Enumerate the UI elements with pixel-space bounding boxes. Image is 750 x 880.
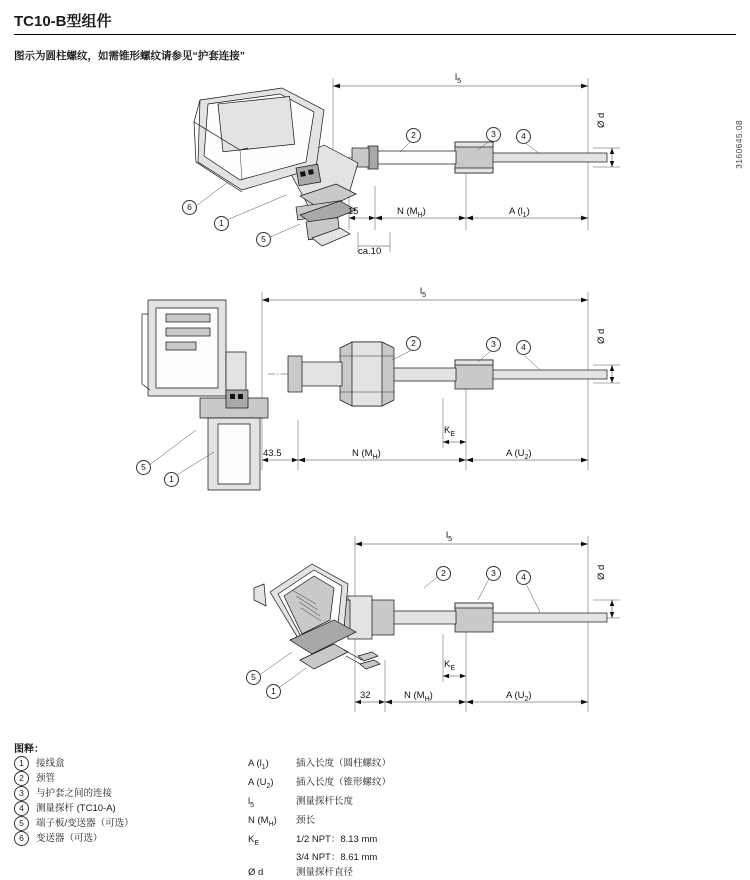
dim-l5-top: $l_5$ [455, 72, 462, 85]
callout-5: 5 [246, 670, 261, 685]
legend-symbol-text: 测量探杆长度 [296, 795, 354, 807]
callout-5: 5 [256, 232, 271, 247]
legend-number: 5 [14, 816, 29, 831]
legend-symbol-text: 插入长度（圆柱螺纹） [296, 758, 392, 769]
callout-3: 3 [486, 127, 501, 142]
callout-3: 3 [486, 566, 501, 581]
legend-number: 2 [14, 771, 29, 786]
legend-text: 变送器（可选） [36, 833, 103, 844]
legend-text: 与护套之间的连接 [36, 788, 113, 799]
callout-1: 1 [214, 216, 229, 231]
legend-symbol-text: 1/2 NPT：8.13 mm [296, 833, 378, 845]
legend-number: 1 [14, 756, 29, 771]
legend-symbol-text: 颈长 [296, 814, 316, 826]
legend-text: 接线盒 [36, 758, 65, 769]
legend-number: 3 [14, 786, 29, 801]
dim-ke-bot: $K_E$ [444, 659, 456, 672]
callout-2: 2 [436, 566, 451, 581]
list-item [14, 756, 134, 771]
list-item [248, 813, 391, 832]
callout-2: 2 [406, 336, 421, 351]
legend-symbol-text: 3/4 NPT：8.61 mm [296, 852, 378, 864]
legend-title: 图释： [14, 744, 44, 755]
callout-1: 1 [266, 684, 281, 699]
legend-list [14, 756, 134, 846]
dim-a-mid: A $(U_2)$ [506, 448, 532, 461]
list-item [248, 850, 391, 865]
legend-symbol: N $(M_H)$ [248, 814, 277, 828]
list-item [14, 786, 134, 801]
dim-a-top: A $(l_1)$ [509, 206, 530, 219]
legend-symbol-text: 测量探杆直径 [296, 867, 354, 879]
list-item [248, 756, 391, 775]
dim-d-top: Ø d [596, 112, 607, 128]
callout-2: 2 [406, 128, 421, 143]
legend-symbol: $l_5$ [248, 795, 255, 809]
callout-6: 6 [182, 200, 197, 215]
legend-symbol-text: 插入长度（锥形螺纹） [296, 776, 392, 788]
list-item [14, 771, 134, 786]
legend-symbol: A $(U_2)$ [248, 776, 274, 790]
page-subtitle: 图示为圆柱螺纹，如需锥形螺纹请参见“护套连接” [14, 50, 245, 62]
callout-4: 4 [516, 340, 531, 355]
dim-l5-mid: $l_5$ [420, 286, 427, 299]
document-code: 3160645.08 [734, 120, 744, 169]
legend-text: 端子板/变送器（可选） [36, 818, 134, 829]
list-item [14, 816, 134, 831]
dim-32-bot: 32 [360, 690, 371, 701]
legend-number: 4 [14, 801, 29, 816]
dim-n-bot: N $(M_H)$ [404, 690, 433, 703]
list-item [14, 801, 134, 816]
callout-5: 5 [136, 460, 151, 475]
dim-435-mid: 43.5 [263, 448, 282, 459]
list-item [248, 775, 391, 794]
dim-15-top: 15 [348, 206, 359, 217]
dim-a-bot: A $(U_2)$ [506, 690, 532, 703]
page-title: TC10-B型组件 [14, 13, 112, 30]
legend-text: 颈管 [36, 773, 56, 784]
callout-4: 4 [516, 570, 531, 585]
dim-ke-mid: $K_E$ [444, 425, 456, 438]
list-item [248, 832, 391, 851]
legend-symbol: A $(l_1)$ [248, 758, 269, 771]
legend-number: 6 [14, 831, 29, 846]
dim-d-bot: Ø d [596, 564, 607, 580]
legend-text: 测量探杆 (TC10-A) [36, 803, 116, 814]
callout-1: 1 [164, 472, 179, 487]
dim-d-mid: Ø d [596, 328, 607, 344]
legend-symbol: Ø d [248, 867, 264, 879]
dim-l5-bot: $l_5$ [446, 530, 453, 543]
legend-symbol: $K_E$ [248, 833, 260, 847]
dim-n-top: N $(M_H)$ [397, 206, 426, 219]
list-item [14, 831, 134, 846]
dim-n-mid: N $(M_H)$ [352, 448, 381, 461]
list-item [248, 865, 391, 880]
dim-ca10-top: ca.10 [358, 246, 382, 257]
legend-symbol-list [248, 756, 391, 880]
callout-4: 4 [516, 129, 531, 144]
list-item [248, 794, 391, 813]
callout-3: 3 [486, 337, 501, 352]
